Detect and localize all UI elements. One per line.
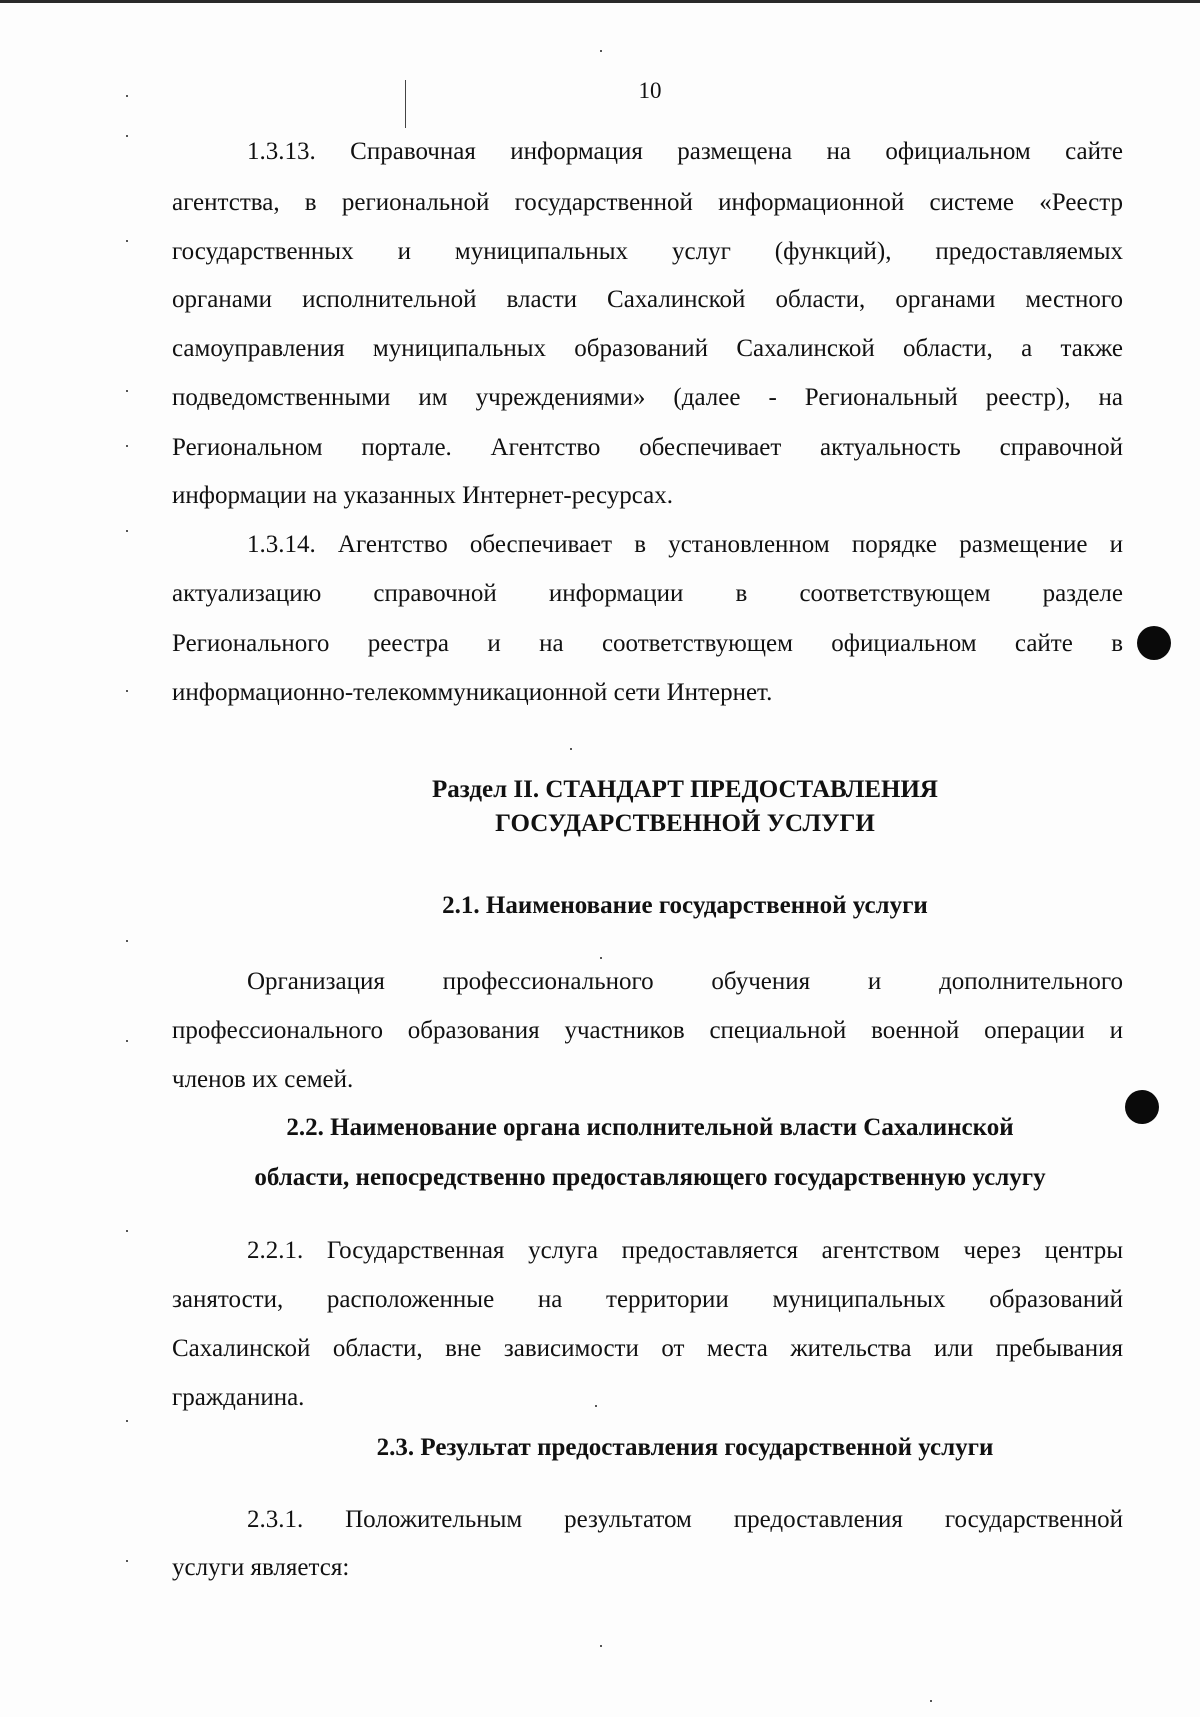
paragraph-line: Региональном портале. Агентство обеспечивает актуальность справочной [172,434,1123,461]
scan-artifact [405,80,406,128]
scan-artifact [600,957,602,959]
subsection-heading: 2.3. Результат предоставления государственной услуги [376,1434,994,1461]
paragraph-line: Регионального реестра и на соответствующем официальном сайте в [172,630,1123,657]
paragraph-line: актуализацию справочной информации в соответствующем разделе [172,580,1123,607]
paragraph-line: членов их семей. [172,1066,354,1093]
paragraph-line: 1.3.14. Агентство обеспечивает в установленном порядке размещение и [247,531,1123,558]
scan-artifact [570,748,572,750]
punch-hole-mark [1137,626,1171,660]
scan-artifact [126,1420,128,1422]
section-title: Раздел II. СТАНДАРТ ПРЕДОСТАВЛЕНИЯ [432,776,938,803]
paragraph-line: информации на указанных Интернет-ресурсах. [172,482,673,509]
scan-artifact [126,95,128,97]
scan-artifact [600,1645,602,1647]
paragraph-line: Организация профессионального обучения и дополнительного [247,968,1123,995]
subsection-heading: области, непосредственно предоставляющего государственную услугу [254,1164,1046,1191]
paragraph-line: информационно-телекоммуникационной сети Интернет. [172,679,773,706]
subsection-heading: 2.2. Наименование органа исполнительной власти Сахалинской [286,1114,1014,1141]
paragraph-line: подведомственными им учреждениями» (далее - Региональный реестр), на [172,384,1123,411]
paragraph-line: профессионального образования участников специальной военной операции и [172,1017,1123,1044]
scan-artifact [126,690,128,692]
scan-artifact [126,1040,128,1042]
subsection-heading: 2.1. Наименование государственной услуги [442,892,928,919]
punch-hole-mark [1125,1090,1159,1124]
scan-artifact [126,940,128,942]
paragraph-line: агентства, в региональной государственной информационной системе «Реестр [172,189,1123,216]
scan-artifact [126,530,128,532]
paragraph-line: услуги является: [172,1554,350,1581]
paragraph-line: занятости, расположенные на территории муниципальных образований [172,1286,1123,1313]
page-number: 10 [638,78,662,103]
scan-artifact [126,240,128,242]
paragraph-line: Сахалинской области, вне зависимости от места жительства или пребывания [172,1335,1123,1362]
paragraph-line: самоуправления муниципальных образований Сахалинской области, а также [172,335,1123,362]
paragraph-line: органами исполнительной власти Сахалинской области, органами местного [172,286,1123,313]
paragraph-line: государственных и муниципальных услуг (функций), предоставляемых [172,238,1123,265]
paragraph-line: 1.3.13. Справочная информация размещена на официальном сайте [247,138,1123,165]
scan-artifact [126,135,128,137]
scan-artifact [126,1560,128,1562]
paragraph-line: гражданина. [172,1384,305,1411]
scan-artifact [126,1230,128,1232]
paragraph-line: 2.3.1. Положительным результатом предоставления государственной [247,1506,1123,1533]
paragraph-line: 2.2.1. Государственная услуга предоставляется агентством через центры [247,1237,1123,1264]
section-title: ГОСУДАРСТВЕННОЙ УСЛУГИ [495,810,875,837]
scan-artifact [126,390,128,392]
scan-artifact [930,1700,932,1702]
scan-top-edge [0,0,1200,3]
scan-artifact [600,50,602,52]
scan-artifact [126,445,128,447]
